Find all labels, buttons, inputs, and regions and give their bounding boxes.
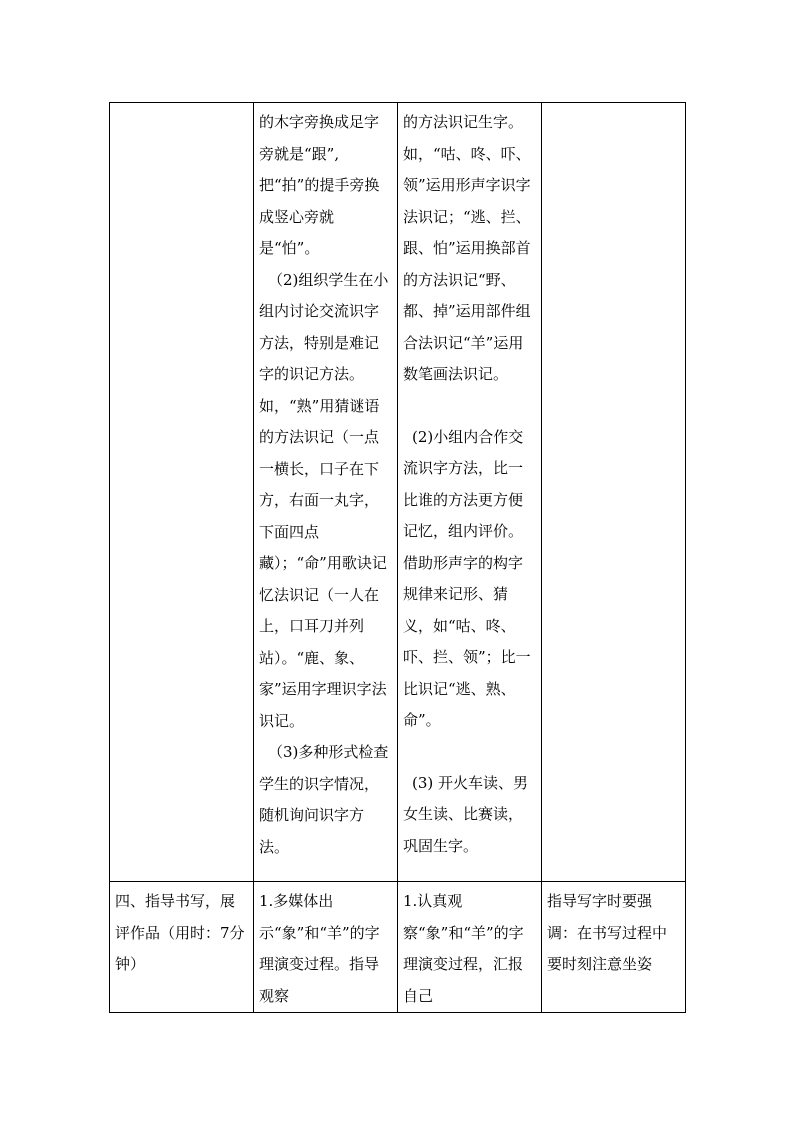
teacher-paragraph-3: （3)多种形式检查学生的识字情况，随机询问识字方法。 — [259, 743, 389, 856]
design-intent-cell: 指导写字时要强调：在书写过程中要时刻注意坐姿 — [542, 882, 686, 1013]
stage-cell: 四、指导书写，展评作品（用时：7分钟） — [110, 882, 254, 1013]
spacer — [403, 391, 536, 422]
student-paragraph-1: 的方法识记生字。如，“咕、咚、吓、领”运用形声字识字法识记；“逃、拦、跟、怕”运用换部首的方法识记“野、都、掉”运用部件组合法识记“羊”运用数笔画法识记。 — [403, 113, 531, 383]
teacher-paragraph-2: （2)组织学生在小组内讨论交流识字方法，特别是难记字的识记方法。如，“熟”用猜谜语的方法识记（一点一横长，口子在下方，右面一丸字，下面四点藏）；“命”用歌诀记忆法识记（一人在上，口耳刀并列站）。“鹿、象、家”运用字理识字法识记。 — [259, 270, 389, 730]
student-paragraph-2: (2)小组内合作交流识字方法，比一比谁的方法更方便记忆，组内评价。借助形声字的构字规律来记形、猜义，如“咕、咚、吓、拦、领”；比一比识记“逃、熟、命”。 — [403, 427, 531, 729]
teacher-activity-cell — [254, 103, 398, 882]
teacher-activity-cell: 1.多媒体出示“象”和“羊”的字理演变过程。指导观察 — [254, 882, 398, 1013]
teacher-paragraph-1: 的木字旁换成足字旁就是“跟”,把“拍”的提手旁换成竖心旁就是“怕”。 — [259, 113, 380, 257]
table-row — [110, 103, 686, 882]
student-activity-cell: 1.认真观察“象”和“羊”的字理演变过程，汇报自己 — [398, 882, 542, 1013]
design-intent-cell — [542, 103, 686, 882]
student-paragraph-3: (3) 开火车读、男女生读、比赛读，巩固生字。 — [403, 773, 529, 855]
lesson-plan-table — [109, 102, 686, 1013]
student-activity-cell — [398, 103, 542, 882]
stage-cell — [110, 103, 254, 882]
spacer — [403, 737, 536, 768]
table-row — [110, 882, 686, 1013]
